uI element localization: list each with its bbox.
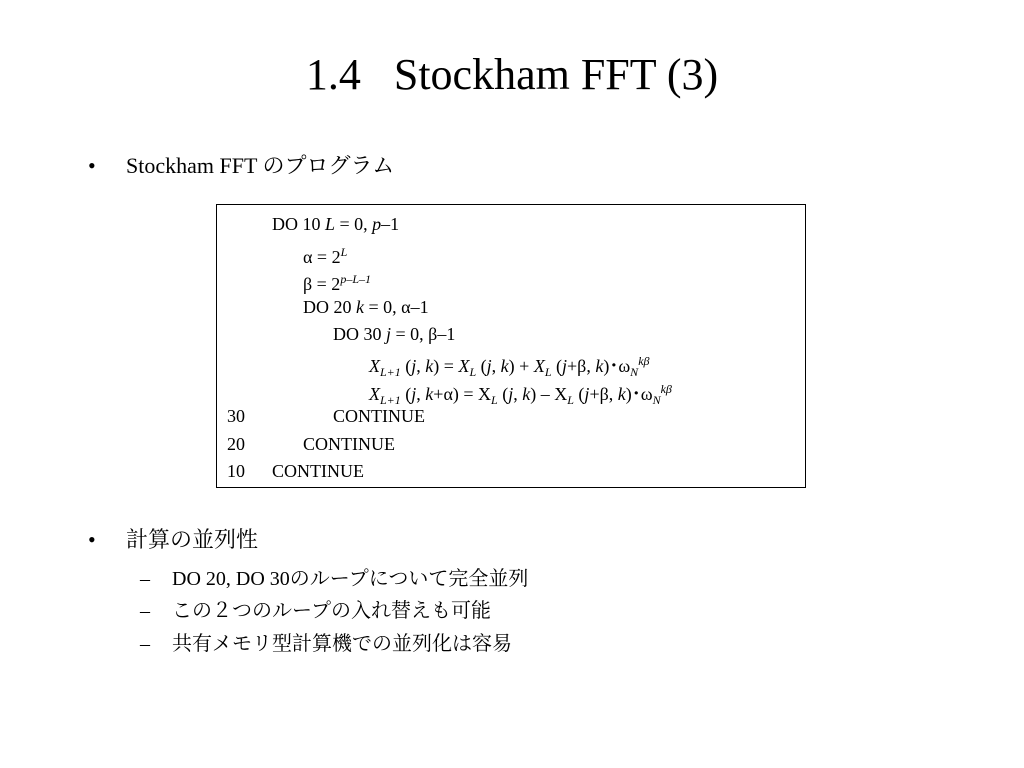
code-line-alpha xyxy=(303,241,347,268)
subitem-dash: – xyxy=(140,568,150,590)
code-fragment: = 0, α–1 xyxy=(364,297,429,317)
code-subscript: L xyxy=(544,365,552,379)
code-fragment: ( xyxy=(400,384,412,404)
code-var-L: L xyxy=(325,214,336,234)
code-var: k xyxy=(425,384,434,404)
code-fragment: ( xyxy=(551,356,562,376)
code-superscript: kβ xyxy=(660,382,672,396)
code-superscript: p–L–1 xyxy=(340,272,371,286)
code-var: j xyxy=(486,356,492,376)
code-listing-box xyxy=(216,204,806,488)
code-superscript: L xyxy=(340,245,348,259)
code-fragment: ( xyxy=(497,384,509,404)
code-var: j xyxy=(411,384,417,404)
code-subscript: L xyxy=(491,393,498,407)
subitem-dash: – xyxy=(140,600,150,622)
code-fragment: , xyxy=(513,384,523,404)
code-fragment: ) + xyxy=(508,356,534,376)
code-superscript: kβ xyxy=(638,354,650,368)
code-var-p: p xyxy=(372,214,382,234)
code-subscript: L+1 xyxy=(380,393,401,407)
code-var: k xyxy=(425,356,434,376)
code-line-do30 xyxy=(333,323,455,345)
code-fragment: +β, xyxy=(589,384,618,404)
bullet-dot: • xyxy=(88,527,96,552)
code-fragment: DO 30 xyxy=(333,324,386,344)
code-fragment: = 0, β–1 xyxy=(391,324,456,344)
code-fragment: β = 2 xyxy=(303,274,341,294)
code-fragment: α = 2 xyxy=(303,247,341,267)
code-fragment: +α) = X xyxy=(433,384,492,404)
code-line-do20 xyxy=(303,296,429,318)
code-subscript: L+1 xyxy=(380,365,401,379)
code-var: j xyxy=(508,384,514,404)
code-var: k xyxy=(595,356,604,376)
code-var: j xyxy=(584,384,590,404)
bullet-text: Stockham FFT のプログラム xyxy=(126,153,395,178)
code-var: k xyxy=(617,384,626,404)
code-var: X xyxy=(458,356,470,376)
code-fragment: , xyxy=(491,356,501,376)
code-label-10: 10 xyxy=(227,461,245,481)
bullet-dot: • xyxy=(88,153,96,178)
code-fragment: ) = xyxy=(433,356,459,376)
code-var: X xyxy=(533,356,545,376)
code-fragment: ( xyxy=(400,356,412,376)
code-fragment: DO 20 xyxy=(303,297,356,317)
code-var: j xyxy=(562,356,568,376)
code-fragment: = 0, xyxy=(335,214,373,234)
subitem-dash: – xyxy=(140,633,150,655)
code-line-continue-20: CONTINUE xyxy=(303,434,395,454)
code-label-20: 20 xyxy=(227,434,245,454)
code-subscript: L xyxy=(567,393,574,407)
subitem-text: この２つのループの入れ替えも可能 xyxy=(172,600,491,622)
code-var-k: k xyxy=(356,297,364,317)
bullet-text: 計算の並列性 xyxy=(126,527,259,552)
code-label-30: 30 xyxy=(227,406,245,426)
code-var: k xyxy=(522,384,531,404)
code-fragment: )･ω xyxy=(603,356,631,376)
code-line-continue-10: CONTINUE xyxy=(272,461,364,481)
code-var-j: j xyxy=(386,324,392,344)
code-line-continue-30: CONTINUE xyxy=(333,406,425,426)
slide-title: 1.4 Stockham FFT (3) xyxy=(305,50,719,99)
code-var: X xyxy=(369,356,380,376)
code-fragment: DO 10 xyxy=(272,214,325,234)
code-fragment: ( xyxy=(476,356,487,376)
code-fragment: , xyxy=(416,384,426,404)
code-fragment: ( xyxy=(573,384,585,404)
code-fragment: –1 xyxy=(381,214,400,234)
code-fragment: )･ω xyxy=(625,384,653,404)
code-subscript: L xyxy=(469,365,477,379)
code-fragment: , xyxy=(416,356,426,376)
code-line-do10 xyxy=(272,213,399,235)
code-var: j xyxy=(411,356,417,376)
code-var: k xyxy=(500,356,509,376)
code-subscript: N xyxy=(630,365,639,379)
code-line-beta xyxy=(303,268,371,295)
code-var: X xyxy=(369,384,380,404)
subitem-text: DO 20, DO 30のループについて完全並列 xyxy=(172,568,529,590)
code-fragment: ) – X xyxy=(530,384,568,404)
subitem-text: 共有メモリ型計算機での並列化は容易 xyxy=(172,633,512,655)
code-subscript: N xyxy=(652,393,661,407)
code-fragment: +β, xyxy=(567,356,596,376)
